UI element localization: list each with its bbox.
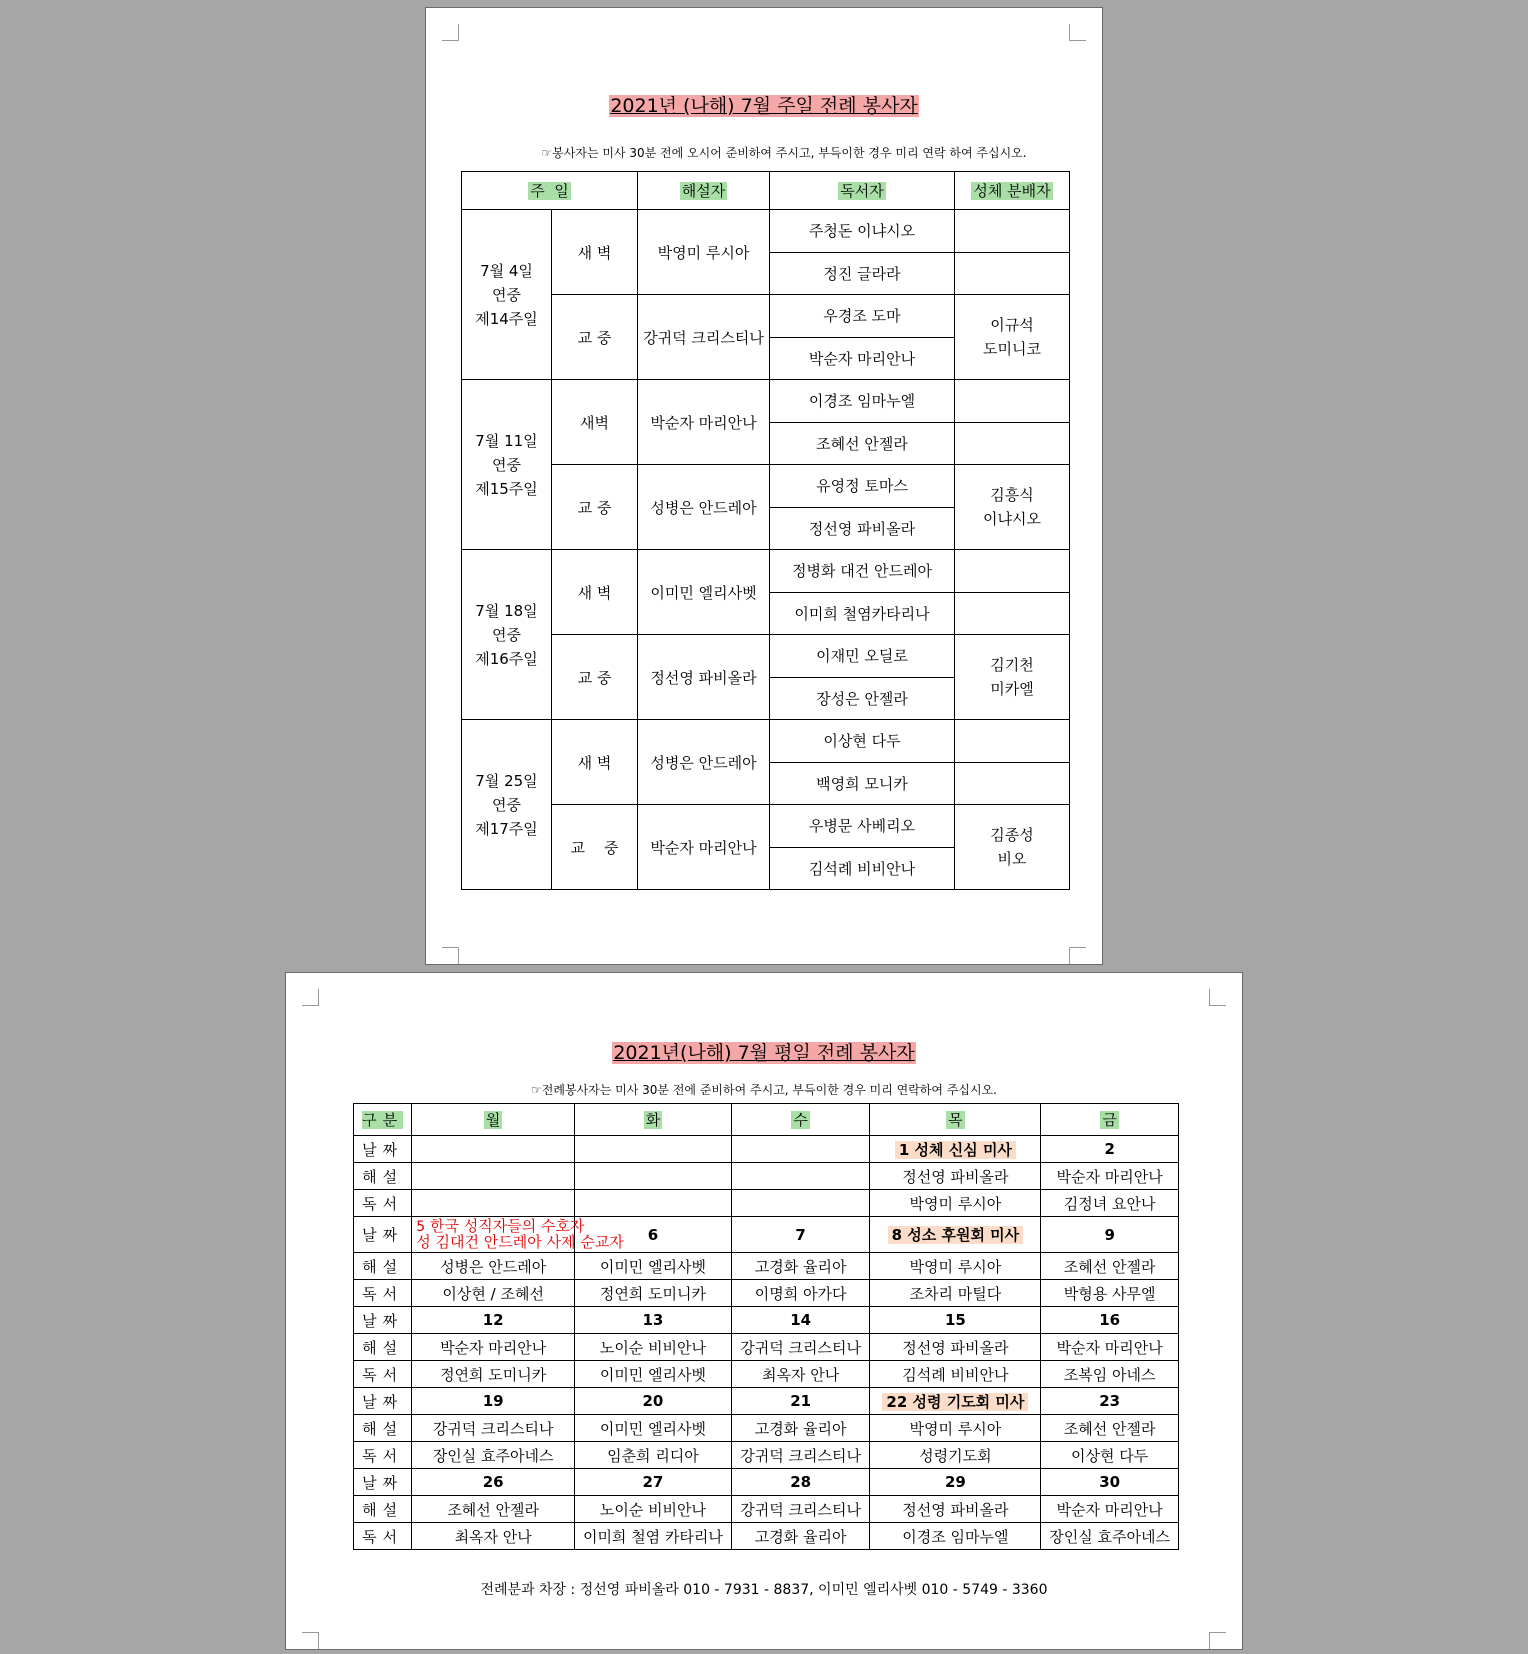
corner-mark [302, 1632, 319, 1649]
reader-cell: 유영정 토마스 [770, 465, 955, 508]
weekday-date-row [354, 1469, 1179, 1496]
reader-cell: 이미민 엘리사벳 [575, 1361, 732, 1388]
weekday-title: 2021년(나해) 7월 평일 전례 봉사자 [613, 1042, 915, 1064]
row-label-cell [354, 1442, 412, 1469]
corner-label: 구분 [362, 1111, 404, 1129]
row-label: 독서 [362, 1284, 404, 1303]
distributor-cell [955, 210, 1070, 253]
reader-cell: 백영희 모니카 [770, 762, 955, 805]
mass-label: 교 중 [552, 465, 638, 550]
distributor-cell: 김종성 비오 [955, 805, 1070, 890]
reader-cell: 이경조 임마누엘 [870, 1523, 1041, 1550]
date-cell: 27 [575, 1469, 732, 1496]
reader-cell: 박영미 루시아 [870, 1190, 1041, 1217]
distributor-cell [955, 720, 1070, 763]
mass-label: 새 벽 [552, 550, 638, 635]
date-cell: 2 [1041, 1136, 1179, 1163]
day-label: 수 [793, 1111, 808, 1129]
sunday-date-cell: 7월 11일 연중 제15주일 [462, 380, 552, 550]
sunday-notice: ☞봉사자는 미사 30분 전에 오시어 준비하여 주시고, 부득이한 경우 미리 연락 하여 주십시오. [541, 146, 1027, 160]
reader-cell: 이명희 아가다 [731, 1280, 870, 1307]
reader-cell: 박형용 사무엘 [1041, 1280, 1179, 1307]
date-cell: 16 [1041, 1307, 1179, 1334]
weekday-date-row [354, 1388, 1179, 1415]
mass-label: 교 중 [552, 805, 638, 890]
commentator-cell: 박영미 루시아 [870, 1415, 1041, 1442]
weekday-date-row [354, 1217, 1179, 1253]
commentator-cell: 조혜선 안젤라 [1041, 1253, 1179, 1280]
row-label: 해설 [362, 1167, 404, 1186]
commentator-cell: 강귀덕 크리스티나 [412, 1415, 575, 1442]
reader-cell: 조차리 마틸다 [870, 1280, 1041, 1307]
reader-cell: 이상현 / 조혜선 [412, 1280, 575, 1307]
day-label: 금 [1102, 1111, 1117, 1129]
day-label: 화 [645, 1111, 661, 1129]
commentator-cell: 박영미 루시아 [870, 1253, 1041, 1280]
corner-mark [1209, 1632, 1226, 1649]
distributor-cell: 김흥식 이냐시오 [955, 465, 1070, 550]
reader-cell: 김석례 비비안나 [770, 847, 955, 890]
weekday-notice: ☞전례봉사자는 미사 30분 전에 준비하여 주시고, 부득이한 경우 미리 연락하여 주십시오. [531, 1083, 997, 1097]
commentator-cell: 강귀덕 크리스티나 [638, 295, 770, 380]
row-label: 날짜 [362, 1392, 404, 1411]
sunday-row [462, 635, 1070, 678]
reader-cell: 이미희 철염카타리나 [770, 592, 955, 635]
row-label: 독서 [362, 1527, 404, 1546]
sunday-page [425, 7, 1103, 965]
header-label: 해설자 [681, 182, 726, 200]
row-label-cell [354, 1253, 412, 1280]
date-cell: 15 [870, 1307, 1041, 1334]
commentator-cell: 박순자 마리안나 [1041, 1163, 1179, 1190]
reader-cell: 이미희 철염 카타리나 [575, 1523, 732, 1550]
commentator-cell [575, 1163, 732, 1190]
commentator-cell: 정선영 파비올라 [870, 1496, 1041, 1523]
reader-cell: 정병화 대건 안드레아 [770, 550, 955, 593]
row-label-cell [354, 1388, 412, 1415]
reader-cell: 김석례 비비안나 [870, 1361, 1041, 1388]
header-label: 성체 분배자 [973, 182, 1051, 200]
date-cell: 13 [575, 1307, 732, 1334]
date-cell [575, 1136, 732, 1163]
sunday-row [462, 720, 1070, 763]
sunday-row [462, 805, 1070, 848]
reader-cell: 최옥자 안나 [412, 1523, 575, 1550]
commentator-cell: 이미민 엘리사벳 [638, 550, 770, 635]
reader-cell: 우병문 사베리오 [770, 805, 955, 848]
reader-cell: 조복임 아네스 [1041, 1361, 1179, 1388]
commentator-cell: 고경화 율리아 [731, 1415, 870, 1442]
weekday-date-row [354, 1307, 1179, 1334]
reader-cell: 장성은 안젤라 [770, 677, 955, 720]
reader-cell: 조혜선 안젤라 [770, 422, 955, 465]
sunday-header-row [462, 172, 1070, 210]
date-cell: 6 [575, 1217, 732, 1253]
date-cell: 26 [412, 1469, 575, 1496]
date-cell: 21 [731, 1388, 870, 1415]
sunday-header-cell [462, 172, 638, 210]
weekday-reader-row [354, 1361, 1179, 1388]
date-cell: 12 [412, 1307, 575, 1334]
reader-cell: 정연희 도미니카 [575, 1280, 732, 1307]
reader-cell: 임춘희 리디아 [575, 1442, 732, 1469]
commentator-cell: 고경화 율리아 [731, 1253, 870, 1280]
distributor-cell: 김기천 미카엘 [955, 635, 1070, 720]
row-label: 독서 [362, 1365, 404, 1384]
date-number: 5 [416, 1219, 426, 1235]
commentator-cell: 이미민 엘리사벳 [575, 1415, 732, 1442]
distributor-cell [955, 380, 1070, 423]
date-cell: 28 [731, 1469, 870, 1496]
weekday-commentator-row [354, 1253, 1179, 1280]
row-label: 해설 [362, 1338, 404, 1357]
mass-label: 새 벽 [552, 720, 638, 805]
commentator-cell: 정선영 파비올라 [638, 635, 770, 720]
date-cell [731, 1136, 870, 1163]
day-header-cell [1041, 1104, 1179, 1136]
commentator-cell: 박순자 마리안나 [412, 1334, 575, 1361]
day-label: 월 [485, 1111, 501, 1129]
contact-footer: 전례분과 차장 : 정선영 파비올라 010 - 7931 - 8837, 이미민 엘리사벳 010 - 5749 - 3360 [480, 1582, 1048, 1598]
date-cell: 29 [870, 1469, 1041, 1496]
corner-mark [1069, 947, 1086, 964]
weekday-commentator-row [354, 1163, 1179, 1190]
sunday-header-cell [638, 172, 770, 210]
row-label: 날짜 [362, 1140, 404, 1159]
weekday-date-row [354, 1136, 1179, 1163]
commentator-cell: 박영미 루시아 [638, 210, 770, 295]
sunday-date-cell: 7월 25일 연중 제17주일 [462, 720, 552, 890]
reader-cell [412, 1190, 575, 1217]
reader-cell: 정진 글라라 [770, 252, 955, 295]
distributor-cell [955, 252, 1070, 295]
day-header-cell [575, 1104, 732, 1136]
row-label: 해설 [362, 1500, 404, 1519]
row-label-cell [354, 1163, 412, 1190]
date-cell [870, 1388, 1041, 1415]
reader-cell: 이상현 다두 [770, 720, 955, 763]
day-label: 목 [948, 1111, 963, 1129]
header-label: 독서자 [840, 182, 884, 200]
corner-mark [1069, 24, 1086, 41]
reader-cell: 이상현 다두 [1041, 1442, 1179, 1469]
row-label-cell [354, 1496, 412, 1523]
date-cell [870, 1136, 1041, 1163]
weekday-reader-row [354, 1442, 1179, 1469]
reader-cell: 정선영 파비올라 [770, 507, 955, 550]
commentator-cell: 정선영 파비올라 [870, 1163, 1041, 1190]
reader-cell: 주청돈 이냐시오 [770, 210, 955, 253]
commentator-cell: 강귀덕 크리스티나 [731, 1334, 870, 1361]
sunday-title: 2021년 (나해) 7월 주일 전례 봉사자 [610, 95, 918, 117]
commentator-cell: 박순자 마리안나 [1041, 1496, 1179, 1523]
special-mass-label: 1 성체 신심 미사 [895, 1141, 1016, 1159]
header-label: 주 일 [530, 182, 569, 200]
row-label-cell [354, 1523, 412, 1550]
commentator-cell: 조혜선 안젤라 [412, 1496, 575, 1523]
day-header-cell [412, 1104, 575, 1136]
date-cell: 14 [731, 1307, 870, 1334]
feast-note: 한국 성직자들의 수호자 [429, 1217, 585, 1235]
mass-label: 새벽 [552, 380, 638, 465]
date-cell: 23 [1041, 1388, 1179, 1415]
reader-cell: 장인실 효주아네스 [412, 1442, 575, 1469]
weekday-reader-row [354, 1190, 1179, 1217]
weekday-reader-row [354, 1280, 1179, 1307]
sunday-date-cell: 7월 18일 연중 제16주일 [462, 550, 552, 720]
weekday-reader-row [354, 1523, 1179, 1550]
commentator-cell: 성병은 안드레아 [638, 465, 770, 550]
weekday-commentator-row [354, 1334, 1179, 1361]
weekday-corner-cell [354, 1104, 412, 1136]
date-cell [412, 1136, 575, 1163]
commentator-cell: 박순자 마리안나 [638, 805, 770, 890]
sunday-row [462, 465, 1070, 508]
corner-mark [442, 947, 459, 964]
reader-cell: 정연희 도미니카 [412, 1361, 575, 1388]
commentator-cell: 정선영 파비올라 [870, 1334, 1041, 1361]
date-cell: 9 [1041, 1217, 1179, 1253]
special-mass-label: 22 성령 기도회 미사 [882, 1393, 1028, 1411]
weekday-header-row [354, 1104, 1179, 1136]
row-label: 날짜 [362, 1473, 404, 1492]
reader-cell: 우경조 도마 [770, 295, 955, 338]
row-label-cell [354, 1415, 412, 1442]
distributor-cell: 이규석 도미니코 [955, 295, 1070, 380]
reader-cell: 성령기도회 [870, 1442, 1041, 1469]
row-label-cell [354, 1217, 412, 1253]
sunday-date-cell: 7월 4일 연중 제14주일 [462, 210, 552, 380]
row-label: 해설 [362, 1419, 404, 1438]
corner-mark [302, 989, 319, 1006]
weekday-schedule-table [353, 1103, 1179, 1550]
sunday-row [462, 550, 1070, 593]
row-label: 독서 [362, 1194, 404, 1213]
reader-cell: 박순자 마리안나 [770, 337, 955, 380]
reader-cell [731, 1190, 870, 1217]
date-cell: 7 [731, 1217, 870, 1253]
day-header-cell [870, 1104, 1041, 1136]
reader-cell: 이경조 임마누엘 [770, 380, 955, 423]
commentator-cell: 노이순 비비안나 [575, 1496, 732, 1523]
row-label-cell [354, 1280, 412, 1307]
distributor-cell [955, 762, 1070, 805]
reader-cell: 강귀덕 크리스티나 [731, 1442, 870, 1469]
row-label-cell [354, 1469, 412, 1496]
corner-mark [1209, 989, 1226, 1006]
mass-label: 새 벽 [552, 210, 638, 295]
reader-cell [575, 1190, 732, 1217]
mass-label: 교 중 [552, 295, 638, 380]
day-header-cell [731, 1104, 870, 1136]
commentator-cell: 이미민 엘리사벳 [575, 1253, 732, 1280]
distributor-cell [955, 550, 1070, 593]
note-line-2: 성 김대건 안드레아 사제 순교자 [416, 1233, 624, 1251]
mass-label: 교 중 [552, 635, 638, 720]
sunday-row [462, 380, 1070, 423]
commentator-cell: 노이순 비비안나 [575, 1334, 732, 1361]
weekday-commentator-row [354, 1415, 1179, 1442]
date-cell [870, 1217, 1041, 1253]
row-label-cell [354, 1361, 412, 1388]
row-label: 날짜 [362, 1226, 404, 1244]
reader-cell: 장인실 효주아네스 [1041, 1523, 1179, 1550]
sunday-row [462, 295, 1070, 338]
row-label-cell [354, 1190, 412, 1217]
reader-cell: 고경화 율리아 [731, 1523, 870, 1550]
commentator-cell [412, 1163, 575, 1190]
reader-cell: 김정녀 요안나 [1041, 1190, 1179, 1217]
row-label-cell [354, 1334, 412, 1361]
sunday-header-cell [770, 172, 955, 210]
weekday-commentator-row [354, 1496, 1179, 1523]
commentator-cell [731, 1163, 870, 1190]
commentator-cell: 성병은 안드레아 [638, 720, 770, 805]
commentator-cell: 박순자 마리안나 [1041, 1334, 1179, 1361]
date-cell: 19 [412, 1388, 575, 1415]
distributor-cell [955, 422, 1070, 465]
reader-cell: 최옥자 안나 [731, 1361, 870, 1388]
date-cell: 30 [1041, 1469, 1179, 1496]
sunday-row [462, 210, 1070, 253]
commentator-cell: 박순자 마리안나 [638, 380, 770, 465]
commentator-cell: 강귀덕 크리스티나 [731, 1496, 870, 1523]
row-label: 독서 [362, 1446, 404, 1465]
special-mass-label: 8 성소 후원회 미사 [888, 1226, 1024, 1244]
commentator-cell: 조혜선 안젤라 [1041, 1415, 1179, 1442]
row-label: 날짜 [362, 1311, 404, 1330]
reader-cell: 이재민 오딜로 [770, 635, 955, 678]
sunday-schedule-table [461, 171, 1070, 890]
sunday-header-cell [955, 172, 1070, 210]
distributor-cell [955, 592, 1070, 635]
corner-mark [442, 24, 459, 41]
weekday-page [285, 972, 1243, 1650]
row-label-cell [354, 1307, 412, 1334]
date-cell: 20 [575, 1388, 732, 1415]
date-cell-with-note [412, 1217, 624, 1253]
row-label-cell [354, 1136, 412, 1163]
row-label: 해설 [362, 1257, 404, 1276]
commentator-cell: 성병은 안드레아 [412, 1253, 575, 1280]
